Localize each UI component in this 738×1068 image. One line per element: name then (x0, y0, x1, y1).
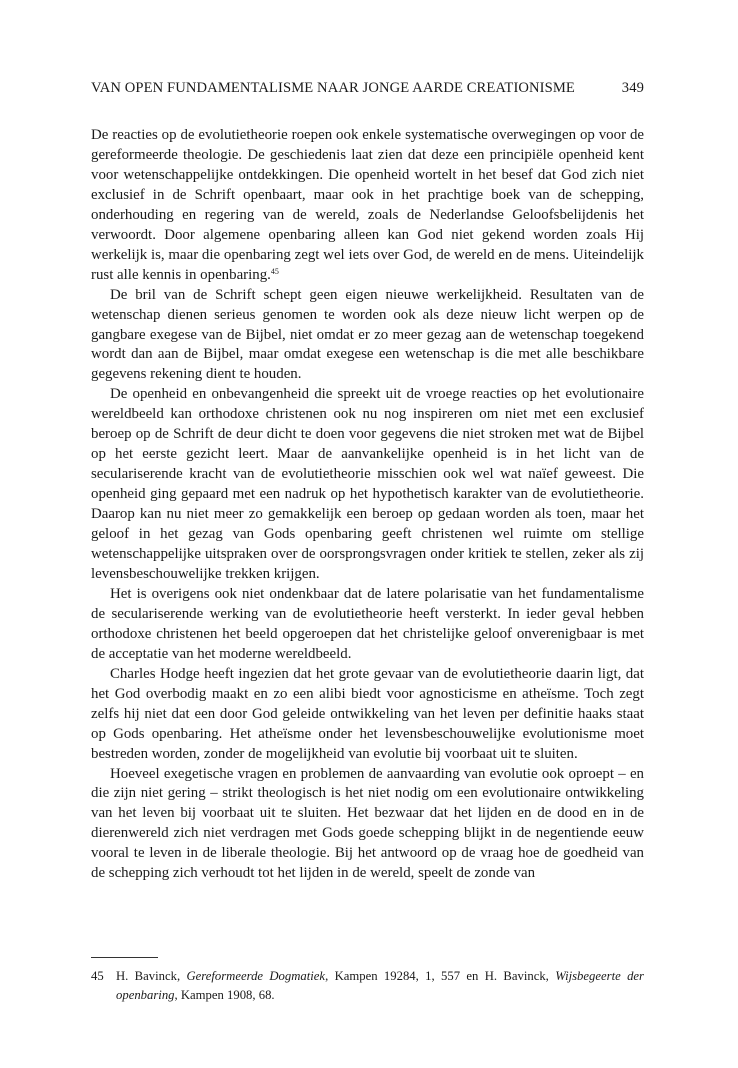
paragraph-4: Het is overigens ook niet ondenkbaar dat de latere polarisatie van het fundamentalisme de seculariserende werking van de evolutietheorie heeft versterkt. In ieder geval hebben orthodoxe christenen het beeld opgeroepen dat het christelijke geloof onverenigbaar is met de acceptatie van het moderne wereldbeeld. (91, 585, 644, 662)
paragraph-6: Hoeveel exegetische vragen en problemen de aanvaarding van evolutie ook oproept – en die zijn niet gering – strikt theologisch is het niet nodig om een evolutionaire ontwikkeling van het leven bij voorbaat uit te sluiten. Het bezwaar dat het lijden en de dood en in de dierenwereld zich niet verdragen met Gods goede schepping blijkt in de negentiende eeuw vooral te leven in de liberale theologie. Bij het antwoord op de vraag hoe de goedheid van de schepping zich verhoudt tot het lijden in de wereld, speelt de zonde van (91, 765, 644, 882)
running-head-title: VAN OPEN FUNDAMENTALISME NAAR JONGE AARDE CREATIONISME (91, 80, 575, 96)
footnote-title-2: Wijsbegeerte der openbaring (116, 969, 644, 1002)
footnote-title-1: Gereformeerde Dogmatiek (186, 969, 326, 983)
paragraph-3: De openheid en onbevangenheid die spreekt uit de vroege reacties op het evolutionaire wereldbeeld kan orthodoxe christenen ook nu nog inspireren om niet met een exclusief beroep op de Schrift de deur dicht te doen voor gegevens die niet stroken met wat de Bijbel op het eerste gezicht leert. Maar de aanvankelijke openheid is in het licht van de seculariserende kracht van de evolutietheorie misschien ook wel wat naïef geweest. Die openheid ging gepaard met een nadruk op het hypothetisch karakter van de evolutietheorie. Daarop kan nu niet meer zo gemakkelijk een beroep op gedaan worden als toen, maar het geloof in het gezag van Gods openbaring geeft christenen wel ruimte om stellige wetenschappelijke uitspraken over de oorsprongsvragen onder kritiek te stellen, zeker als zij levensbeschouwelijke trekken krijgen. (91, 386, 644, 582)
footnote-text (91, 967, 644, 1005)
paragraph-5: Charles Hodge heeft ingezien dat het grote gevaar van de evolutietheorie daarin ligt, dat het God overbodig maakt en zo een alibi biedt voor agnosticisme en atheïsme. Toch zegt zelfs hij niet dat een door God geleide ontwikkeling van het leven per definitie haaks staat op Gods openbaring. Het atheïsme onder het levensbeschouwelijke evolutionisme moet bestreden worden, zonder de mogelijkheid van evolutie bij voorbaat uit te sluiten. (91, 665, 644, 762)
paragraph-1-text: De reacties op de evolutietheorie roepen ook enkele systematische overwegingen op voor de gereformeerde theologie. De geschiedenis laat zien dat deze een principiële openheid kent voor wetenschappelijke ontdekkingen. Die openheid wortelt in het besef dat God zich niet exclusief in de Schrift openbaart, maar ook in het prachtige boek van de schepping, onderhouding en regering van de wereld, zoals de Nederlandse Geloofsbelijdenis het verwoordt. Door algemene openbaring alleen kan God niet gekend worden zoals Hij werkelijk is, maar die openbaring zegt wel iets over God, de wereld en de mens. Uiteindelijk rust alle kennis in openbaring. (91, 127, 644, 283)
body-text (91, 126, 644, 884)
footnote-detail-2: , Kampen 1908, 68. (174, 988, 275, 1002)
running-head (91, 80, 644, 97)
footnote-divider (91, 957, 158, 958)
footnote-number: 45 (91, 969, 104, 983)
page-number: 349 (621, 80, 644, 96)
footnote-detail-1: , Kampen 19284, 1, 557 en H. Bavinck, (325, 969, 556, 983)
footnote-author-1: H. Bavinck, (116, 969, 187, 983)
paragraph-2: De bril van de Schrift schept geen eigen nieuwe werkelijkheid. Resultaten van de wetenschap dienen serieus genomen te worden ook als deze nieuw licht werpen op de gangbare exegese van de Bijbel, niet omdat er zo meer gezag aan de wetenschap toegekend wordt dan aan de Bijbel, maar omdat exegese een wetenschap is die met alle beschikbare gegevens rekening dient te houden. (91, 286, 644, 383)
footnote-reference-45[interactable]: 45 (270, 266, 279, 276)
paragraph-1 (91, 126, 644, 286)
footnote-45 (91, 967, 644, 1005)
